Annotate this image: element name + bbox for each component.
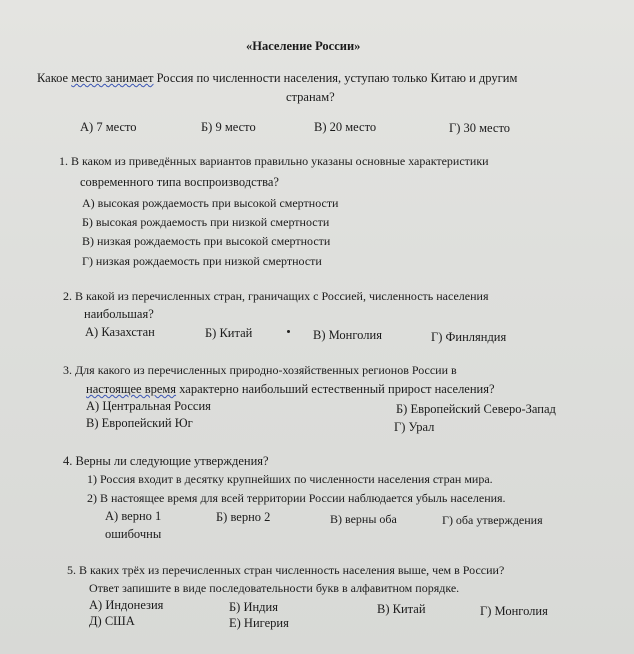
intro-option-d: Г) 30 место bbox=[449, 121, 511, 135]
intro-question: Какое место занимает Россия по численности населения, уступаю только Китаю и другим bbox=[37, 71, 518, 85]
q1-text: 1. В каком из приведённых вариантов правильно указаны основные характеристики bbox=[59, 154, 489, 168]
q5-text: 5. В каких трёх из перечисленных стран численность населения выше, чем в России? bbox=[67, 563, 505, 577]
intro-question-line2: странам? bbox=[286, 90, 335, 104]
q3-text-line2: настоящее время характерно наибольший естественный прирост населения? bbox=[86, 382, 495, 396]
q1-option-d: Г) низкая рождаемость при низкой смертности bbox=[82, 254, 322, 268]
q1-text-line2: современного типа воспроизводства? bbox=[80, 175, 279, 189]
q5-option-e: Д) США bbox=[89, 614, 135, 628]
q2-option-a: А) Казахстан bbox=[85, 325, 155, 339]
q2-text-line2: наибольшая? bbox=[84, 307, 154, 321]
q2-option-b: Б) Китай bbox=[205, 326, 253, 340]
q2-option-c: В) Монголия bbox=[313, 328, 382, 342]
stray-mark bbox=[287, 330, 290, 333]
intro-option-b: Б) 9 место bbox=[201, 120, 256, 134]
q4-option-b: Б) верно 2 bbox=[216, 510, 271, 524]
q1-option-a: А) высокая рождаемость при высокой смертности bbox=[82, 196, 339, 210]
q3-option-d: Г) Урал bbox=[394, 420, 435, 434]
q4-option-d: Г) оба утверждения bbox=[442, 513, 543, 527]
q5-text-line2: Ответ запишите в виде последовательности букв в алфавитном порядке. bbox=[89, 581, 460, 595]
q3-text: 3. Для какого из перечисленных природно-хозяйственных регионов России в bbox=[63, 363, 457, 377]
q4-option-a: А) верно 1 bbox=[105, 509, 162, 523]
q1-option-c: В) низкая рождаемость при высокой смертности bbox=[82, 234, 331, 248]
q3-option-b: Б) Европейский Северо-Запад bbox=[396, 402, 556, 416]
q5-option-d: Г) Монголия bbox=[480, 604, 548, 618]
q4-option-d-cont: ошибочны bbox=[105, 527, 162, 541]
q3-option-a: А) Центральная Россия bbox=[86, 399, 211, 413]
q4-statement-2: 2) В настоящее время для всей территории России наблюдается убыль населения. bbox=[87, 491, 506, 505]
q5-option-c: В) Китай bbox=[377, 602, 426, 616]
q4-statement-1: 1) Россия входит в десятку крупнейших по численности населения стран мира. bbox=[87, 472, 493, 486]
q5-option-b: Б) Индия bbox=[229, 600, 278, 614]
q4-option-c: В) верны оба bbox=[330, 512, 397, 526]
intro-option-c: В) 20 место bbox=[314, 120, 377, 134]
q3-option-c: В) Европейский Юг bbox=[86, 416, 193, 430]
q2-text: 2. В какой из перечисленных стран, граничащих с Россией, численность населения bbox=[63, 289, 489, 303]
page-title: «Население России» bbox=[246, 39, 361, 53]
q1-option-b: Б) высокая рождаемость при низкой смертности bbox=[82, 215, 330, 229]
q2-option-d: Г) Финляндия bbox=[431, 330, 507, 344]
intro-option-a: А) 7 место bbox=[80, 120, 137, 134]
q5-option-a: А) Индонезия bbox=[89, 598, 164, 612]
q5-option-f: Е) Нигерия bbox=[229, 616, 289, 630]
q4-text: 4. Верны ли следующие утверждения? bbox=[63, 454, 269, 468]
